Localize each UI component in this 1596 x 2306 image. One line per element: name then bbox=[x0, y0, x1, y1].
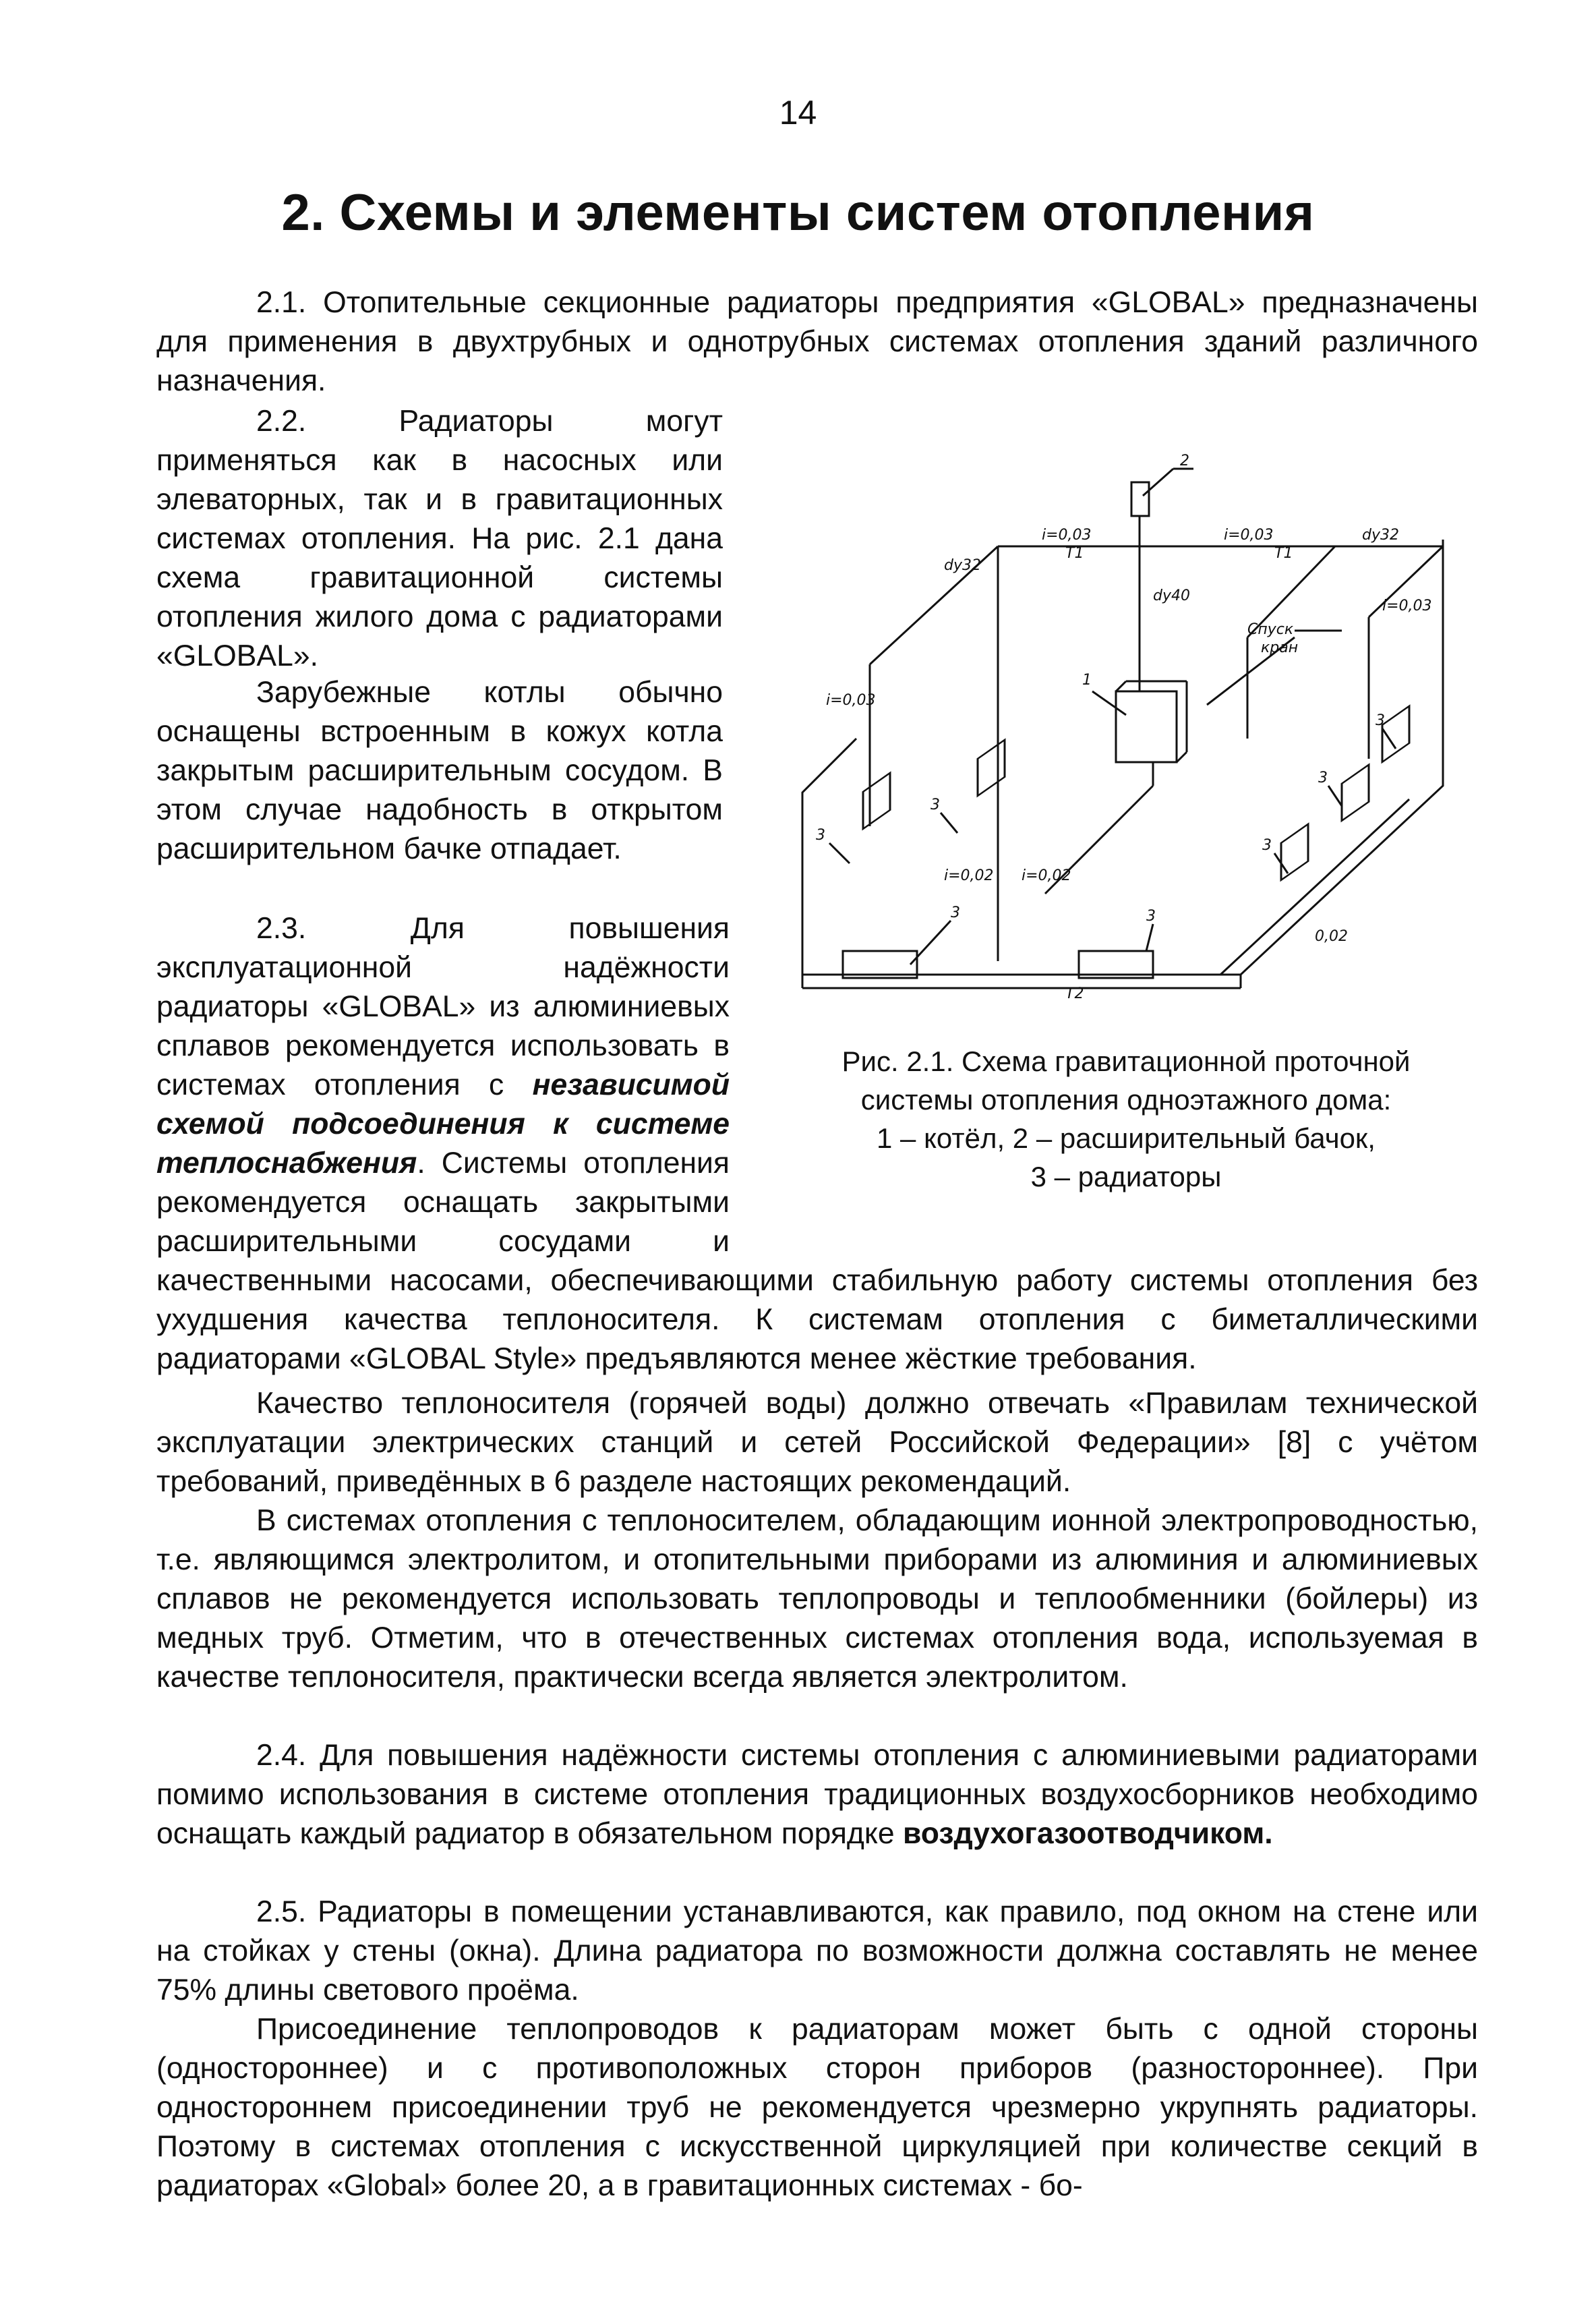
caption-line-2: системы отопления одноэтажного дома: bbox=[860, 1084, 1392, 1116]
paragraph-coolant-quality-text: Качество теплоносителя (горячей воды) должно отвечать «Правилам технической эксплуатации электрических станций и сетей Российской Федерации» [8] с учётом требований, приведённых в 6 разделе настоящих рекомендаций. bbox=[156, 1387, 1478, 1498]
paragraph-connection bbox=[156, 2010, 1478, 2206]
heating-system-diagram bbox=[775, 408, 1477, 1029]
label-radiator-7: 3 bbox=[1376, 712, 1385, 729]
label-radiator-4: 3 bbox=[1146, 908, 1156, 925]
paragraph-coolant-quality bbox=[156, 1384, 1478, 1501]
figure-caption bbox=[769, 1042, 1483, 1196]
paragraph-electrolyte-text: В системах отопления с теплоносителем, обладающим ионной электропроводностью, т.е. являющимся электролитом, и отопительными приборами из алюминия и алюминиевых сплавов не рекомендуется использовать теплопроводы и теплообменники (бойлеры) из медных труб. Отметим, что в отечественных системах отопления вода, используемая в качестве теплоносителя, практически всегда является электролитом. bbox=[156, 1504, 1478, 1694]
diagram-right-floor bbox=[1220, 799, 1409, 975]
label-t1-left: T1 bbox=[1065, 545, 1084, 562]
label-tank: 2 bbox=[1180, 453, 1189, 469]
boiler-leader bbox=[1092, 691, 1126, 715]
label-dia-40: dу40 bbox=[1153, 587, 1190, 604]
label-slope-left: i=0,03 bbox=[1042, 527, 1092, 544]
radiator-right-mid bbox=[1342, 765, 1369, 821]
paragraph-2-2 bbox=[156, 402, 723, 676]
paragraph-2-3-text-end: . Системы отопления рекомендуется оснащать закрытыми расширительными сосудами и качественными насосами, обеспечивающими стабильную работу системы отопления без ухудшения качества теплоносителя. К системам отопления с биметаллическими радиаторами «GLOBAL Style» предъявляются менее жёсткие требования. bbox=[156, 1147, 1478, 1375]
radiator-leader-1 bbox=[829, 843, 850, 863]
radiator-leader-6 bbox=[1328, 786, 1342, 806]
page-number: 14 bbox=[779, 94, 817, 132]
paragraph-connection-text: Присоединение теплопроводов к радиаторам может быть с одной стороны (одностороннее) и с противоположных сторон приборов (разностороннее). При одностороннем присоединении труб не рекомендуется чрезмерно укрупнять радиаторы. Поэтому в системах отопления с искусственной циркуляцией при количестве секций в радиаторах «Global» более 20, а в гравитационных системах - бо- bbox=[156, 2013, 1478, 2202]
radiator-leader-7 bbox=[1382, 728, 1396, 749]
label-dia-right: dу32 bbox=[1362, 527, 1399, 544]
paragraph-boilers-text: Зарубежные котлы обычно оснащены встроенным в кожух котла закрытым расширительным сосудом. В этом случае надобность в открытом расширительном бачке отпадает. bbox=[156, 676, 723, 865]
paragraph-2-4-text: 2.4. Для повышения надёжности системы отопления с алюминиевыми радиаторами помимо использования в системе отопления традиционных воздухосборников необходимо оснащать каждый радиатор в обязательном порядке bbox=[156, 1739, 1478, 1850]
paragraph-electrolyte bbox=[156, 1501, 1478, 1697]
paragraph-2-4 bbox=[156, 1736, 1478, 1853]
label-boiler: 1 bbox=[1082, 672, 1092, 689]
radiator-leader-3 bbox=[910, 921, 951, 964]
paragraph-boilers bbox=[156, 673, 723, 869]
radiator-left-upper bbox=[863, 773, 890, 829]
caption-line-1: Рис. 2.1. Схема гравитационной проточной bbox=[841, 1045, 1411, 1077]
label-radiator-5: 3 bbox=[1262, 837, 1272, 854]
boiler-top-edge bbox=[1116, 681, 1126, 691]
paragraph-2-4-bold: воздухогазоотводчиком. bbox=[902, 1817, 1273, 1850]
paragraph-2-1 bbox=[156, 283, 1478, 401]
label-slope-left-riser: i=0,03 bbox=[826, 692, 876, 709]
label-slope-right-riser: i=0,03 bbox=[1382, 598, 1432, 614]
paragraph-2-3-emphasis: независимой схемой подсоединения к системе теплоснабжения bbox=[156, 1068, 730, 1180]
expansion-tank bbox=[1131, 482, 1149, 516]
label-dia-left: dу32 bbox=[944, 557, 981, 574]
label-slope-002-mid: i=0,02 bbox=[1022, 867, 1071, 884]
label-drain-2: кран bbox=[1261, 639, 1299, 656]
label-slope-right: i=0,03 bbox=[1224, 527, 1274, 544]
radiator-right-lower bbox=[1281, 824, 1308, 880]
section-heading: 2. Схемы и элементы систем отопления bbox=[281, 184, 1315, 241]
radiator-leader-4 bbox=[1146, 924, 1153, 951]
paragraph-2-1-text: 2.1. Отопительные секционные радиаторы предприятия «GLOBAL» предназначены для применения в двухтрубных и однотрубных системах отопления зданий различного назначения. bbox=[156, 286, 1478, 397]
caption-line-4: 3 – радиаторы bbox=[1030, 1161, 1222, 1192]
label-radiator-6: 3 bbox=[1318, 770, 1328, 786]
label-slope-002-right: 0,02 bbox=[1315, 928, 1348, 945]
label-radiator-1: 3 bbox=[816, 827, 825, 844]
label-t1-right: T1 bbox=[1274, 545, 1293, 562]
boiler bbox=[1116, 691, 1177, 762]
label-t2-bottom: T2 bbox=[1065, 985, 1084, 1002]
label-radiator-3: 3 bbox=[951, 904, 960, 921]
label-drain-1: Спуск bbox=[1247, 621, 1294, 638]
label-slope-002: i=0,02 bbox=[944, 867, 994, 884]
label-radiator-2: 3 bbox=[930, 797, 940, 813]
radiator-leader-2 bbox=[941, 813, 957, 833]
caption-line-3: 1 – котёл, 2 – расширительный бачок, bbox=[877, 1122, 1376, 1154]
boiler-side-edge-2 bbox=[1177, 752, 1187, 762]
paragraph-2-2-text: 2.2. Радиаторы могут применяться как в насосных или элеваторных, так и в гравитационных системах отопления. На рис. 2.1 дана схема гравитационной системы отопления жилого дома с радиаторами «GLOBAL». bbox=[156, 405, 723, 672]
radiator-mid-upper bbox=[978, 740, 1005, 796]
paragraph-2-5-text: 2.5. Радиаторы в помещении устанавливаются, как правило, под окном на стене или на стойках у стены (окна). Длина радиатора по возможности должна составлять не менее 75% длины светового проёма. bbox=[156, 1895, 1478, 2007]
paragraph-2-3-text: 2.3. Для повышения эксплуатационной надёжности радиаторы «GLOBAL» из алюминиевых сплавов рекомендуется использовать в системах отопления с bbox=[156, 912, 730, 1101]
paragraph-2-5 bbox=[156, 1893, 1478, 2010]
